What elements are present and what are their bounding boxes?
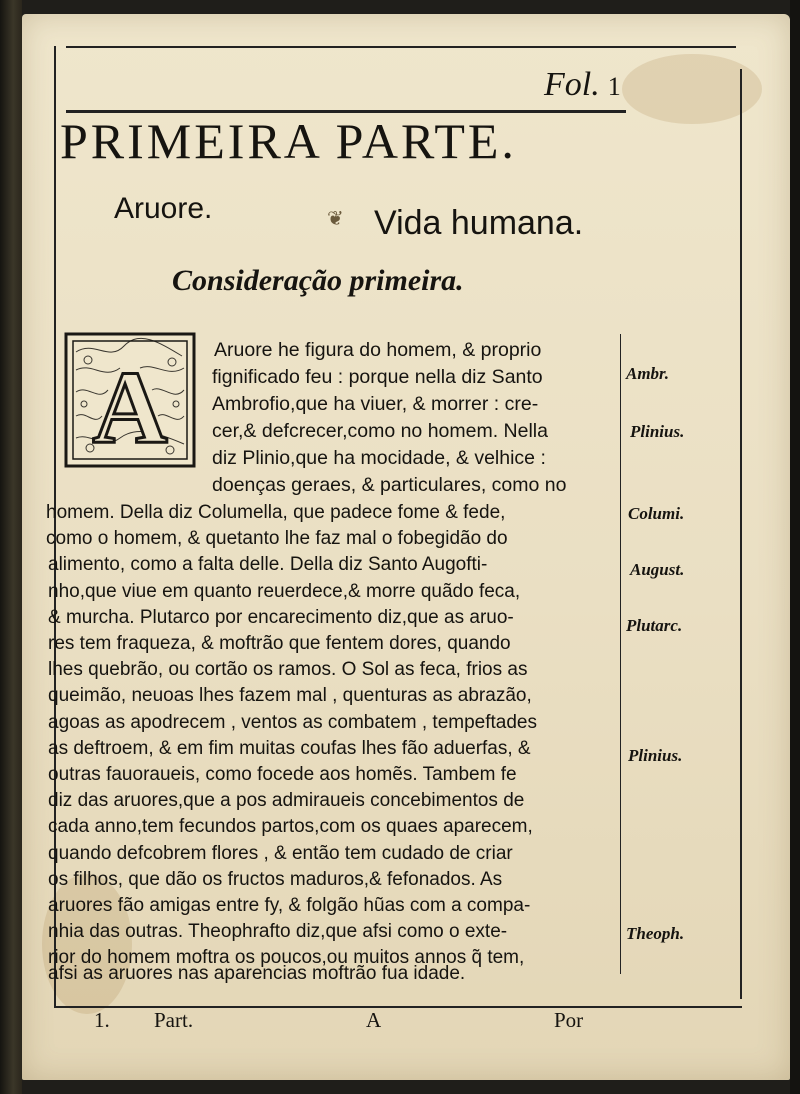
text-line: nhia das outras. Theophrafto diz,que afsi como o exte- [48,921,508,943]
section-heading: Consideração primeira. [172,264,464,297]
footer-catchword: Por [554,1008,584,1032]
text-line: fignificado feu : porque nella diz Santo [212,366,543,388]
text-line: queimão, neuoas lhes fazem mal , quenturas as abrazão, [48,685,532,707]
text-line: como o homem, & quetanto lhe faz mal o fobegidão do [46,528,508,550]
text-line: & murcha. Plutarco por encarecimento diz,que as aruo- [48,606,514,628]
text-line: aruores fão amigas entre fy, & folgão hũas com a compa- [48,895,531,916]
subheading-left: Aruore. [114,192,213,225]
text-line: quando defcobrem flores , & então tem cudado de criar [48,842,513,864]
text-line: os filhos, que dão os fructos maduros,& fefonados. As [48,868,503,890]
book-page [22,14,790,1080]
text-line: homem. Della diz Columella, que padece fome & fede, [46,502,506,523]
text-line: cada anno,tem fecundos partos,com os quaes aparecem, [48,816,533,838]
text-line: diz Plinio,que ha mocidade, & velhice : [212,447,546,469]
text-line: cer,& defcrecer,como no homem. Nella [212,420,548,442]
decorated-initial [64,332,196,468]
margin-note: Plinius. [628,746,683,765]
margin-note: Plinius. [630,422,685,441]
foliation [544,66,621,104]
text-line: diz das aruores,que a pos admiraueis concebimentos de [48,790,525,812]
foliation-label: Fol. [544,66,600,103]
text-line: res tem fraqueza, & moftrão que fentem dores, quando [48,633,511,654]
margin-note: Plutarc. [626,616,683,635]
footer-signature: 1. [94,1008,110,1032]
margin-note: Ambr. [626,364,669,383]
ornament-mark: ❦ [327,206,344,230]
book-binding-shadow [0,0,22,1094]
text-line: as deftroem, & em fim muitas coufas lhes fão aduerfas, & [48,737,531,759]
text-line: Ambrofio,que ha viuer, & morrer : cre- [212,393,539,415]
text-line: nho,que viue em quanto reuerdece,& morre quãdo feca, [48,580,521,602]
footer-gathering: A [366,1008,382,1032]
footer-part: Part. [154,1008,194,1032]
margin-note: Columi. [628,504,685,523]
right-frame-rule [740,69,742,999]
text-line: doenças geraes, & particulares, como no [212,474,567,496]
page-title: PRIMEIRA PARTE. [60,113,517,169]
foliation-number: 1 [607,72,621,101]
margin-note: August. [630,560,685,579]
text-line: afsi as aruores nas aparencias moftrão fua idade. [48,963,466,984]
margin-note: Theoph. [626,924,685,943]
page-edge-shadow [790,0,800,1094]
text-line: alimento, como a falta delle. Della diz Santo Augofti- [48,554,488,576]
text-line: rior do homem moftra os poucos,ou muitos annos q̃ tem, [48,947,525,969]
text-line: agoas as apodrecem , ventos as combatem , tempeftades [48,711,537,733]
subheading-right: Vida humana. [374,204,584,242]
top-rule [66,46,736,48]
text-line: lhes quebrão, ou cortão os ramos. O Sol as feca, frios as [48,659,528,681]
initial-letter: A [92,350,168,465]
margin-column-rule [620,334,621,974]
text-line: Aruore he figura do homem, & proprio [214,339,542,361]
text-line: outras fauoraueis, como focede aos homẽs. Tambem fe [48,764,517,785]
